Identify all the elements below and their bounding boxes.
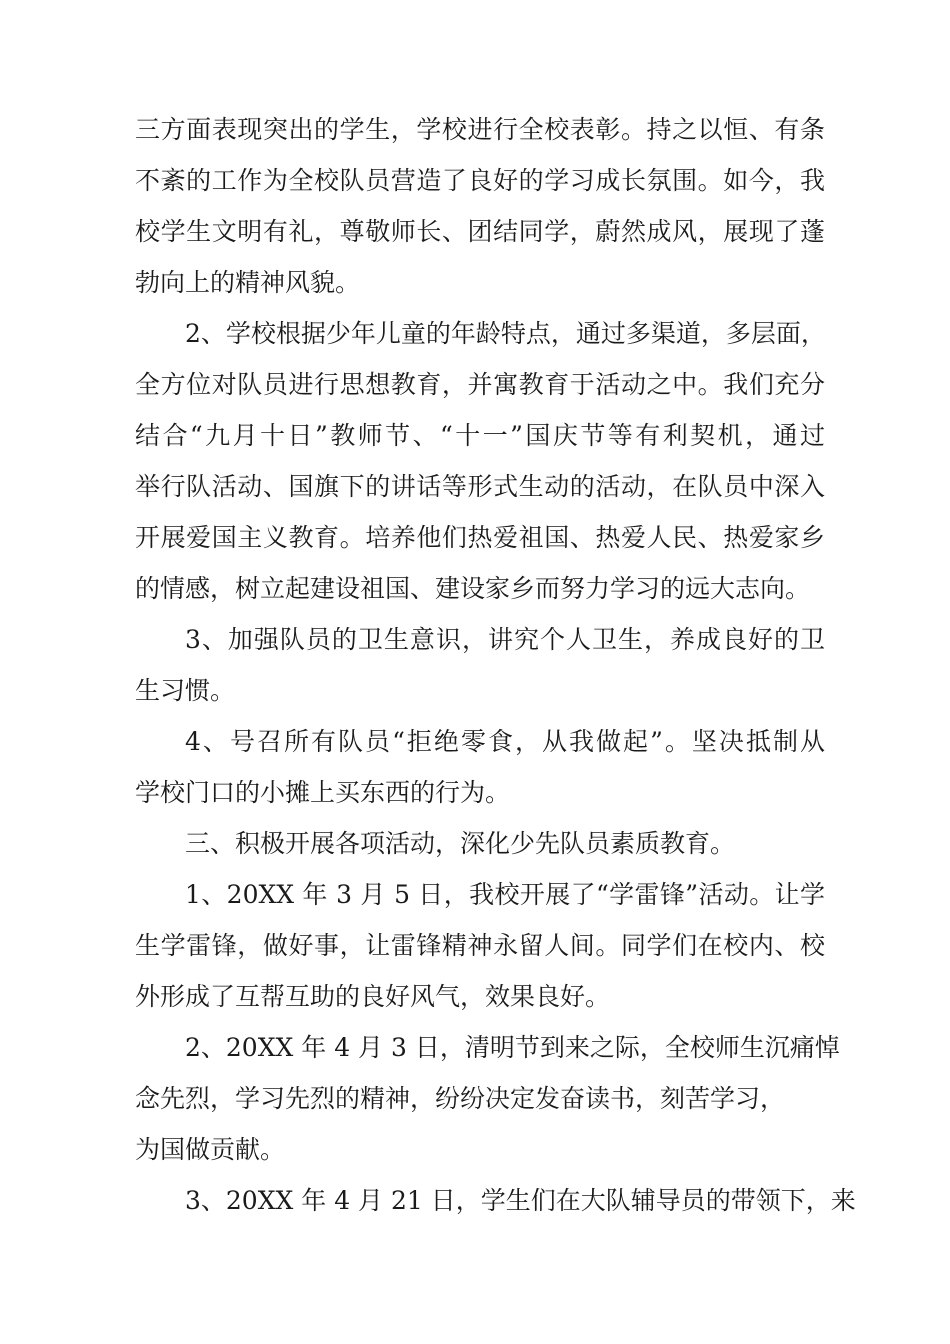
text-line: 举行队活动、国旗下的讲话等形式生动的活动，在队员中深入	[135, 472, 825, 501]
text-line: 念先烈，学习先烈的精神，纷纷决定发奋读书，刻苦学习，	[135, 1084, 786, 1113]
text-line: 2、学校根据少年儿童的年龄特点，通过多渠道，多层面，	[185, 319, 826, 348]
text-line: 外形成了互帮互助的良好风气，效果良好。	[135, 982, 611, 1011]
text-line: 全方位对队员进行思想教育，并寓教育于活动之中。我们充分	[135, 370, 825, 399]
text-line: 生习惯。	[135, 676, 236, 705]
text-line: 结合“九月十日”教师节、“十一”国庆节等有利契机，通过	[135, 421, 825, 450]
text-line: 不紊的工作为全校队员营造了良好的学习成长氛围。如今，我	[135, 166, 825, 195]
text-line: 校学生文明有礼，尊敬师长、团结同学，蔚然成风，展现了蓬	[135, 217, 825, 246]
text-line: 3、加强队员的卫生意识，讲究个人卫生，养成良好的卫	[185, 625, 825, 654]
text-line: 三方面表现突出的学生，学校进行全校表彰。持之以恒、有条	[135, 115, 825, 144]
text-line: 1、20XX 年 3 月 5 日，我校开展了“学雷锋”活动。让学	[185, 880, 825, 909]
text-line: 3、20XX 年 4 月 21 日，学生们在大队辅导员的带领下，来	[185, 1186, 856, 1215]
text-line: 为国做贡献。	[135, 1135, 286, 1164]
document-body	[135, 104, 856, 1226]
text-line: 的情感，树立起建设祖国、建设家乡而努力学习的远大志向。	[135, 574, 811, 603]
text-line: 学校门口的小摊上买东西的行为。	[135, 778, 511, 807]
text-line: 生学雷锋，做好事，让雷锋精神永留人间。同学们在校内、校	[135, 931, 825, 960]
text-line: 4、号召所有队员“拒绝零食，从我做起”。坚决抵制从	[185, 727, 825, 756]
section-heading: 三、积极开展各项活动，深化少先队员素质教育。	[185, 829, 736, 858]
text-line: 2、20XX 年 4 月 3 日，清明节到来之际，全校师生沉痛悼	[185, 1033, 840, 1062]
text-line: 开展爱国主义教育。培养他们热爱祖国、热爱人民、热爱家乡	[135, 523, 825, 552]
text-line: 勃向上的精神风貌。	[135, 268, 361, 297]
